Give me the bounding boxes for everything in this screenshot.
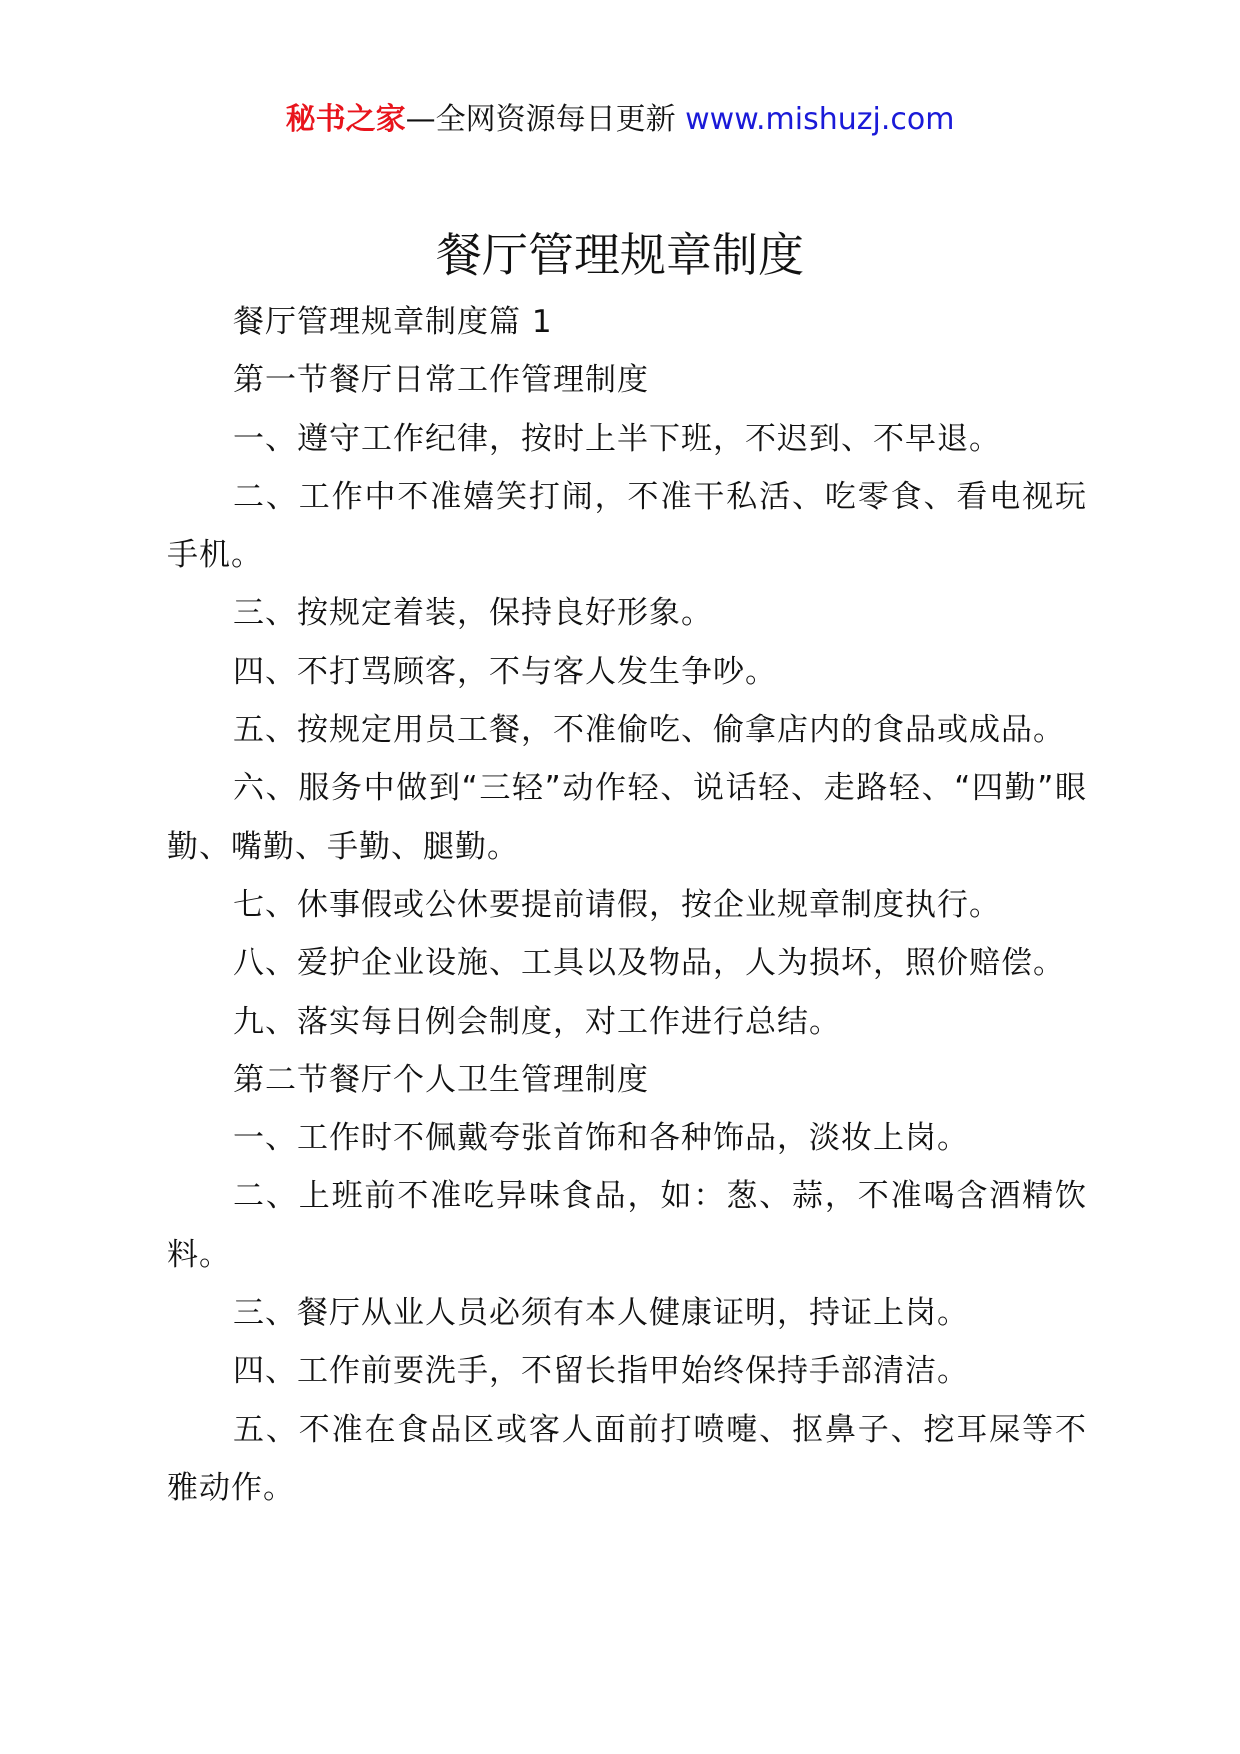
subsection-heading: 第一节餐厅日常工作管理制度 [233,362,649,399]
site-url-link[interactable]: www.mishuzj.com [685,102,955,137]
document-body [167,293,1087,1517]
rule-paragraph: 二、工作中不准嬉笑打闹，不准干私活、吃零食、看电视玩手机。 [167,478,1087,574]
rule-paragraph: 四、工作前要洗手，不留长指甲始终保持手部清洁。 [233,1353,969,1390]
section-heading: 餐厅管理规章制度篇 1 [233,304,553,340]
brand-name: 秘书之家 [285,102,406,137]
rule-paragraph: 四、不打骂顾客，不与客人发生争吵。 [233,653,777,690]
rule-paragraph: 八、爱护企业设施、工具以及物品，人为损坏，照价赔偿。 [233,945,1065,982]
rule-paragraph: 七、休事假或公休要提前请假，按企业规章制度执行。 [233,886,1001,923]
rule-paragraph: 五、按规定用员工餐，不准偷吃、偷拿店内的食品或成品。 [233,712,1065,749]
subsection-heading: 第二节餐厅个人卫生管理制度 [233,1061,649,1098]
rule-paragraph: 五、不准在食品区或客人面前打喷嚏、抠鼻子、挖耳屎等不雅动作。 [167,1411,1087,1506]
document-title: 餐厅管理规章制度 [436,228,804,282]
site-header [0,100,1240,140]
rule-paragraph: 九、落实每日例会制度，对工作进行总结。 [233,1003,841,1040]
rule-paragraph: 二、上班前不准吃异味食品，如：葱、蒜，不准喝含酒精饮料。 [167,1178,1087,1273]
rule-paragraph: 六、服务中做到“三轻”动作轻、说话轻、走路轻、“四勤”眼勤、嘴勤、手勤、腿勤。 [167,770,1087,865]
rule-paragraph: 三、按规定着装，保持良好形象。 [233,595,713,632]
rule-paragraph: 一、遵守工作纪律，按时上半下班，不迟到、不早退。 [233,420,1001,457]
rule-paragraph: 三、餐厅从业人员必须有本人健康证明，持证上岗。 [233,1295,969,1332]
rule-paragraph: 一、工作时不佩戴夸张首饰和各种饰品，淡妆上岗。 [233,1120,969,1157]
site-tagline: —全网资源每日更新 [405,102,676,137]
